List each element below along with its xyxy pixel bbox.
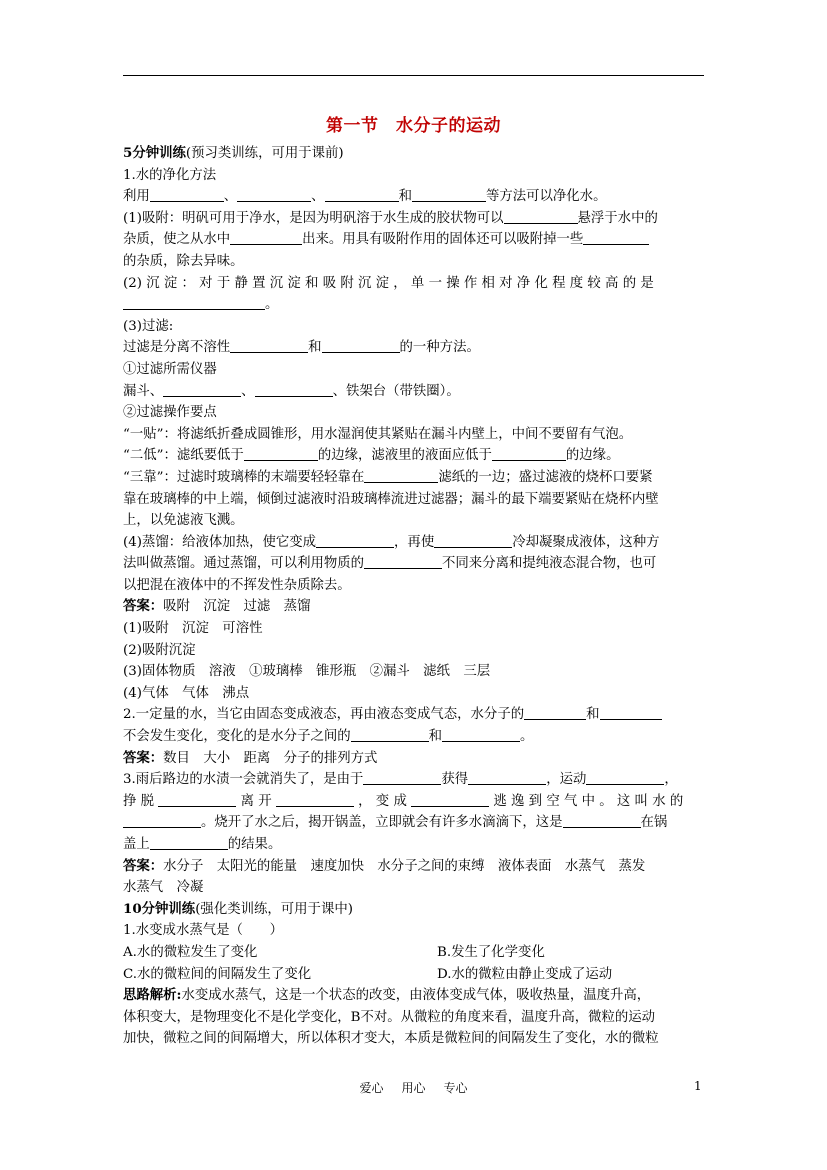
q1-filtration-line: 过滤是分离不溶性 和 的一种方法。 [123,340,480,356]
question-3-line-4: 盖上 的结果。 [123,837,282,852]
q1-instruments-line: 漏斗、 、 、铁架台（带铁圈）。 [123,383,460,399]
answer-blank [504,209,578,224]
answer-blank [123,295,265,310]
question-3-line-3: 。烧开了水之后，揭开锅盖，立即就会有许多水滴滴下，这是 在锅 [123,812,704,834]
analysis-line-3: 加快，微粒之间的间隔增大，所以体积才变大，本质是微粒间的间隔发生了变化，水的微粒 [123,1031,659,1047]
question-3-line-1: 3.雨后路边的水渍一会就消失了，是由于 获得 ，运动 ， [123,772,678,788]
q1-adsorption-line-2: 杂质，使之从水中 出来。用具有吸附作用的固体还可以吸附掉一些 [123,229,704,251]
q1-sedimentation-line-1: (2) 沉 淀 ： 对 于 静 置 沉 淀 和 吸 附 沉 淀 ， 单 一 操 作 相 对 净 化 程 度 较 高 的 是 [123,275,654,291]
answer-blank [412,187,486,202]
question-3-line-2: 挣 脱 离 开 ， 变 成 逃 逸 到 空 气 中 。 这 叫 水 的 [123,793,684,809]
answer-blank [325,187,399,202]
answer-blank [123,813,201,828]
answer-1: 答案：吸附 沉淀 过滤 蒸馏 [123,598,311,615]
question-1: 1.水的净化方法 [123,167,217,183]
option-b: B.发生了化学变化 [437,944,545,960]
q1-three-lean-2: 靠在玻璃棒的中上端，倾倒过滤液时沿玻璃棒流进过滤器；漏斗的最下端要紧贴在烧杯内壁 [123,491,659,507]
answer-blank [586,770,664,785]
section-heading-label: 5分钟训练 [123,145,186,161]
q1-sedimentation-line-2: 。 [123,294,704,316]
q1-three-lean-1: “三靠”：过滤时玻璃棒的末端要轻轻靠在 滤纸的一边；盛过滤液的烧杯口要紧 [123,469,653,485]
answer-blank [158,792,236,807]
answer-blank [163,382,241,397]
answer-blank [276,792,354,807]
q1-distillation-3: 以把混在液体中的不挥发性杂质除去。 [123,577,351,593]
answer-blank [600,705,662,720]
q1-two-low: “二低”：滤纸要低于 的边缘，滤液里的液面应低于 的边缘。 [123,448,620,464]
answer-blank [351,727,429,742]
answer-blank [364,554,442,569]
section-heading-note: (预习类训练，可用于课前) [185,146,344,161]
page-number: 1 [694,1079,702,1093]
q1-adsorption-line-3: 的杂质，除去异味。 [123,253,244,269]
options-row-2 [123,964,704,986]
answer-1-2: (2)吸附沉淀 [123,642,196,658]
header-rule [123,75,704,76]
q1-key-points-heading: ②过滤操作要点 [123,405,217,421]
question-2-line-2: 不会发生变化，变化的是水分子之间的 和 。 [123,729,534,745]
answer-blank [150,835,228,850]
options-row-1 [123,942,704,964]
analysis-line-2: 体积变大，是物理变化不是化学变化，B不对。从微粒的角度来看，温度升高，微粒的运动 [123,1009,656,1025]
section-heading-10min [123,899,704,921]
answer-blank [230,338,308,353]
answer-blank [322,338,400,353]
option-c: C.水的微粒间的间隔发生了变化 [123,966,312,982]
answer-blank [316,533,394,548]
option-d: D.水的微粒由静止变成了运动 [437,966,613,982]
answer-blank [434,533,512,548]
answer-blank [237,187,311,202]
answer-blank [255,382,333,397]
answer-blank [468,770,546,785]
q1-three-lean-3: 上，以免滤液飞溅。 [123,513,244,529]
page-title: 第一节 水分子的运动 [326,116,501,136]
analysis-line-1: 思路解析:水变成水蒸气，这是一个状态的改变，由液体变成气体，吸收热量，温度升高， [123,987,651,1004]
section-heading-label: 10分钟训练 [123,900,196,917]
option-a: A.水的微粒发生了变化 [123,944,258,960]
answer-blank [363,770,441,785]
question-2-line-1: 2.一定量的水，当它由固态变成液态，再由液态变成气态，水分子的 和 [123,704,704,726]
answer-2: 答案：数目 大小 距离 分子的排列方式 [123,749,378,766]
q1-adsorption-line-1: (1)吸附：明矾可用于净水，是因为明矾溶于水生成的胶状物可以 悬浮于水中的 [123,210,658,226]
answer-blank [364,468,438,483]
q1-instruments-heading: ①过滤所需仪器 [123,361,217,377]
answer-blank [492,446,566,461]
question-4: 1.水变成水蒸气是（ ） [123,923,284,939]
answer-blank [230,230,302,245]
q1-one-attach: “一贴”：将滤纸折叠成圆锥形，用水湿润使其紧贴在漏斗内壁上，中间不要留有气泡。 [123,426,633,442]
answer-blank [411,792,489,807]
q1-distillation-1: (4)蒸馏：给液体加热，使它变成 ，再使 冷却凝聚成液体，这种方 [123,534,660,550]
answer-1-1: (1)吸附 沉淀 可溶性 [123,621,263,637]
answer-blank [442,727,520,742]
answer-blank [150,187,224,202]
answer-blank [524,705,586,720]
q1-methods-line: 利用 、 、 和 等方法可以净化水。 [123,189,607,205]
q1-filtration-heading: (3)过滤: [123,318,174,334]
answer-1-4: (4)气体 气体 沸点 [123,685,250,701]
answer-1-3: (3)固体物质 溶液 ①玻璃棒 锥形瓶 ②漏斗 滤纸 三层 [123,664,491,680]
answer-3: 答案：水分子 太阳光的能量 速度加快 水分子之间的束缚 液体表面 水蒸气 蒸发 [123,857,646,874]
section-heading-note: (强化类训练，可用于课中) [195,901,353,917]
document-body [123,143,704,1050]
answer-3-cont: 水蒸气 冷凝 [123,880,204,896]
answer-blank [563,813,641,828]
answer-blank [244,446,318,461]
page-footer: 爱心 用心 专心 [359,1081,468,1095]
answer-blank [583,230,649,245]
section-heading-5min [123,143,704,165]
q1-distillation-2: 法叫做蒸馏。通过蒸馏，可以利用物质的 不同来分离和提纯液态混合物，也可 [123,556,657,572]
